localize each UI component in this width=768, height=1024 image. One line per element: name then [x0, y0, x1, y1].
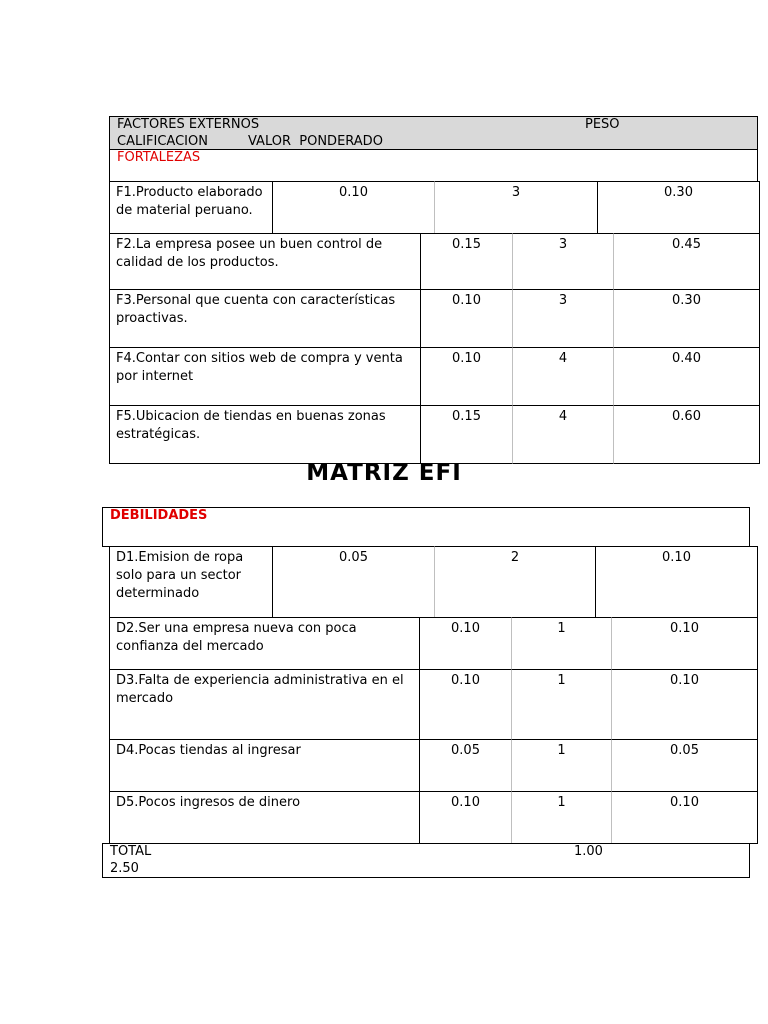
- fortalezas-label: FORTALEZAS: [117, 150, 201, 165]
- table-row-f5-valor: 0.60: [613, 405, 760, 464]
- table-row-f2-peso: 0.15: [420, 233, 513, 290]
- page-title: MATRIZ EFI: [306, 460, 462, 486]
- table-row-d5-valor: 0.10: [611, 791, 758, 844]
- table-row-d4-valor: 0.05: [611, 739, 758, 792]
- table-row-d4-peso: 0.05: [419, 739, 512, 792]
- table-row-f2-valor: 0.45: [613, 233, 760, 290]
- table-row-d3-factor: D3.Falta de experiencia administrativa en el mercado: [109, 669, 420, 740]
- table-row-f4-valor: 0.40: [613, 347, 760, 406]
- table-row-d5-peso: 0.10: [419, 791, 512, 844]
- table-row-f1-peso: 0.10: [272, 181, 435, 234]
- table-row-f2-factor: F2.La empresa posee un buen control de calidad de los productos.: [109, 233, 421, 290]
- table-row-d2-calificacion: 1: [511, 617, 612, 670]
- debilidades-section: [102, 507, 750, 547]
- table-row-d1-factor: D1.Emision de ropa solo para un sector determinado: [109, 546, 273, 618]
- table-row-d3-calificacion: 1: [511, 669, 612, 740]
- table-row-d5-factor: D5.Pocos ingresos de dinero: [109, 791, 420, 844]
- header-calificacion: CALIFICACION: [117, 134, 208, 149]
- table-row-f5-peso: 0.15: [420, 405, 513, 464]
- table-header: [109, 116, 758, 150]
- table-row-d4-factor: D4.Pocas tiendas al ingresar: [109, 739, 420, 792]
- table-row-d5-calificacion: 1: [511, 791, 612, 844]
- header-peso: PESO: [585, 117, 620, 132]
- table-row-f5-factor: F5.Ubicacion de tiendas en buenas zonas estratégicas.: [109, 405, 421, 464]
- total-row: [102, 843, 750, 878]
- table-row-d3-peso: 0.10: [419, 669, 512, 740]
- table-row-f3-calificacion: 3: [512, 289, 614, 348]
- table-row-f2-calificacion: 3: [512, 233, 614, 290]
- table-row-f3-peso: 0.10: [420, 289, 513, 348]
- table-row-d1-peso: 0.05: [272, 546, 435, 618]
- total-valor: 2.50: [110, 861, 139, 876]
- table-row-f1-factor: F1.Producto elaborado de material peruano.: [109, 181, 273, 234]
- table-row-f5-calificacion: 4: [512, 405, 614, 464]
- table-row-d2-valor: 0.10: [611, 617, 758, 670]
- table-row-d1-valor: 0.10: [595, 546, 758, 618]
- fortalezas-section: [109, 149, 758, 182]
- header-factores: FACTORES EXTERNOS: [117, 117, 260, 132]
- table-row-f4-peso: 0.10: [420, 347, 513, 406]
- total-peso: 1.00: [574, 844, 603, 859]
- table-row-f3-valor: 0.30: [613, 289, 760, 348]
- table-row-f1-calificacion: 3: [434, 181, 598, 234]
- table-row-f1-valor: 0.30: [597, 181, 760, 234]
- table-row-f4-factor: F4.Contar con sitios web de compra y venta por internet: [109, 347, 421, 406]
- table-row-d1-calificacion: 2: [434, 546, 596, 618]
- debilidades-label: DEBILIDADES: [110, 508, 208, 523]
- table-row-d2-peso: 0.10: [419, 617, 512, 670]
- table-row-f3-factor: F3.Personal que cuenta con características proactivas.: [109, 289, 421, 348]
- table-row-d3-valor: 0.10: [611, 669, 758, 740]
- table-row-f4-calificacion: 4: [512, 347, 614, 406]
- header-valor-ponderado: VALOR PONDERADO: [248, 134, 383, 149]
- total-label: TOTAL: [110, 844, 152, 859]
- table-row-d4-calificacion: 1: [511, 739, 612, 792]
- table-row-d2-factor: D2.Ser una empresa nueva con poca confianza del mercado: [109, 617, 420, 670]
